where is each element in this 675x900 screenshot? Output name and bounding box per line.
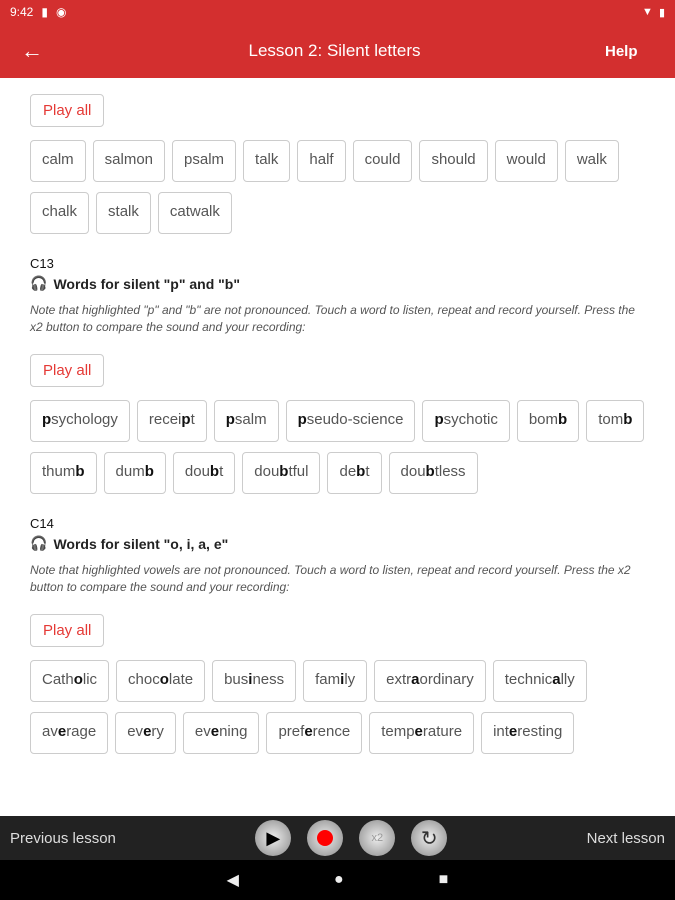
word-text: calm [42,151,74,168]
silent-letter: a [411,671,420,688]
word-chip[interactable] [297,140,345,182]
word-chip[interactable] [369,712,474,754]
word-chip[interactable] [214,400,279,442]
word-text: t [219,463,224,480]
player-bar [0,816,675,860]
play-all-button[interactable]: Play all [30,354,104,387]
system-nav-bar [0,860,675,900]
word-text: ly [344,671,356,688]
silent-letter: a [552,671,561,688]
silent-letter: e [57,723,67,740]
word-chip[interactable] [30,712,108,754]
nav-home-icon[interactable]: ● [333,871,344,888]
word-text: ev [194,723,211,740]
silent-letter: e [210,723,220,740]
word-text: sychology [51,411,118,428]
silent-letter: e [304,723,313,740]
replay-button[interactable] [411,820,447,856]
x2-icon: x2 [371,832,384,844]
section-code: C13 [30,256,54,271]
word-text: ry [151,723,164,740]
word-text: bom [528,411,559,428]
word-chip[interactable] [30,660,109,702]
word-text: would [506,151,546,168]
back-arrow-icon[interactable]: ← [21,38,43,63]
play-all-button[interactable]: Play all [30,94,104,127]
silent-letter: o [73,671,83,688]
silent-letter: b [75,463,85,480]
silent-letter: i [248,671,253,688]
word-text: de [339,463,357,480]
word-text: salm [234,411,267,428]
word-chip[interactable] [158,192,232,234]
section-heading [30,275,645,292]
word-text: dum [115,463,145,480]
word-list [30,400,645,494]
silent-letter: b [425,463,435,480]
silent-letter: p [225,411,235,428]
word-chip[interactable] [104,452,166,494]
word-text: psalm [184,151,225,168]
play-all-button[interactable]: Play all [30,614,104,647]
previous-lesson-button[interactable]: Previous lesson [10,829,116,847]
word-text: bus [224,671,249,688]
status-time: 9:42 [10,5,34,19]
word-text: tful [288,463,309,480]
word-chip[interactable] [353,140,413,182]
word-chip[interactable] [183,712,260,754]
battery-icon: ▮ [658,6,665,19]
word-chip[interactable] [389,452,478,494]
silent-letter: b [558,411,568,428]
word-text: extr [386,671,412,688]
section-note: Note that highlighted vowels are not pronounced. Touch a word to listen, repeat and record yourself. Press the x2 button to compare the sound and your recording: [30,563,631,594]
word-chip[interactable] [266,712,362,754]
word-chip[interactable] [172,140,236,182]
silent-letter: b [356,463,366,480]
silent-letter: o [159,671,169,688]
word-chip[interactable] [481,712,574,754]
silent-letter: p [434,411,444,428]
word-text: half [309,151,334,168]
word-chip[interactable] [243,140,290,182]
section-title: Words for silent "o, i, a, e" [53,535,229,552]
word-text: tless [434,463,466,480]
app-bar [0,24,675,78]
word-text: technic [504,671,553,688]
headphones-icon: 🎧 [30,275,48,291]
page-title: Lesson 2: Silent letters [248,41,421,60]
word-chip[interactable] [30,452,97,494]
word-chip[interactable] [30,192,89,234]
notification-icon: ▮ [41,5,48,19]
word-text: pref [278,723,305,740]
word-text: should [431,151,476,168]
silent-letter: e [414,723,423,740]
word-text: rence [312,723,351,740]
word-text: Cath [42,671,74,688]
word-text: rage [66,723,97,740]
word-text: tom [598,411,624,428]
word-text: seudo-science [306,411,404,428]
silent-letter: i [340,671,345,688]
word-chip[interactable] [173,452,235,494]
silent-letter: b [623,411,633,428]
app-icon: ◉ [55,5,67,19]
section-heading [30,535,645,552]
word-chip[interactable] [303,660,367,702]
wifi-icon: ▼ [642,5,653,18]
lesson-content[interactable] [0,78,675,816]
silent-letter: b [144,463,154,480]
word-chip[interactable] [96,192,151,234]
word-chip[interactable] [419,140,487,182]
section-note: Note that highlighted "p" and "b" are not pronounced. Touch a word to listen, repeat and record yourself. Press the x2 button to compare the sound and your recording: [30,303,635,334]
headphones-icon: 🎧 [30,535,48,551]
section-title: Words for silent "p" and "b" [53,275,240,292]
word-chip[interactable] [493,660,587,702]
word-text: lly [560,671,575,688]
word-text: temp [381,723,415,740]
word-text: late [168,671,194,688]
word-text: ning [219,723,248,740]
word-text: talk [255,151,279,168]
word-text: sychotic [443,411,498,428]
word-text: ordinary [419,671,474,688]
word-chip[interactable] [212,660,296,702]
silent-letter: e [508,723,518,740]
silent-letter: b [279,463,289,480]
word-text: fam [315,671,341,688]
word-chip[interactable] [495,140,558,182]
word-text: could [364,151,401,168]
silent-letter: b [209,463,220,480]
word-chip[interactable] [30,400,130,442]
silent-letter: p [297,411,307,428]
play-icon: ▶ [266,827,281,848]
silent-letter: e [143,723,152,740]
word-list [30,660,645,754]
word-text: ness [252,671,285,688]
word-text: rature [422,723,463,740]
word-chip[interactable] [327,452,381,494]
status-bar [0,0,675,24]
word-text: av [42,723,58,740]
word-list [30,140,645,234]
word-chip[interactable] [374,660,486,702]
word-text: lic [82,671,98,688]
word-text: ev [127,723,144,740]
word-text: catwalk [169,203,220,220]
word-chip[interactable] [93,140,165,182]
word-text: t [190,411,195,428]
next-lesson-button[interactable]: Next lesson [586,829,665,847]
word-chip[interactable] [30,140,86,182]
word-text: dou [184,463,210,480]
compare-x2-button[interactable] [359,820,395,856]
word-chip[interactable] [565,140,619,182]
silent-letter: p [42,411,52,428]
word-chip[interactable] [115,712,176,754]
play-button[interactable] [255,820,291,856]
nav-back-icon[interactable]: ◀ [226,872,239,889]
record-button[interactable] [307,820,343,856]
silent-letter: p [181,411,191,428]
word-text: salmon [104,151,154,168]
word-text: thum [42,463,76,480]
nav-recents-icon[interactable]: ■ [438,871,449,888]
word-chip[interactable] [422,400,509,442]
word-chip[interactable] [586,400,644,442]
word-chip[interactable] [116,660,205,702]
word-text: resting [517,723,563,740]
help-button[interactable]: Help [605,42,638,60]
record-icon [317,830,333,846]
word-text: dou [400,463,426,480]
replay-icon: ↻ [420,827,438,850]
section-code: C14 [30,516,54,531]
word-text: stalk [108,203,139,220]
word-chip[interactable] [137,400,207,442]
word-chip[interactable] [286,400,416,442]
word-chip[interactable] [517,400,579,442]
word-text: choc [128,671,160,688]
word-text: int [493,723,509,740]
word-text: t [365,463,370,480]
word-text: recei [148,411,182,428]
word-text: walk [576,151,607,168]
word-text: dou [254,463,280,480]
word-text: chalk [42,203,78,220]
word-chip[interactable] [242,452,320,494]
